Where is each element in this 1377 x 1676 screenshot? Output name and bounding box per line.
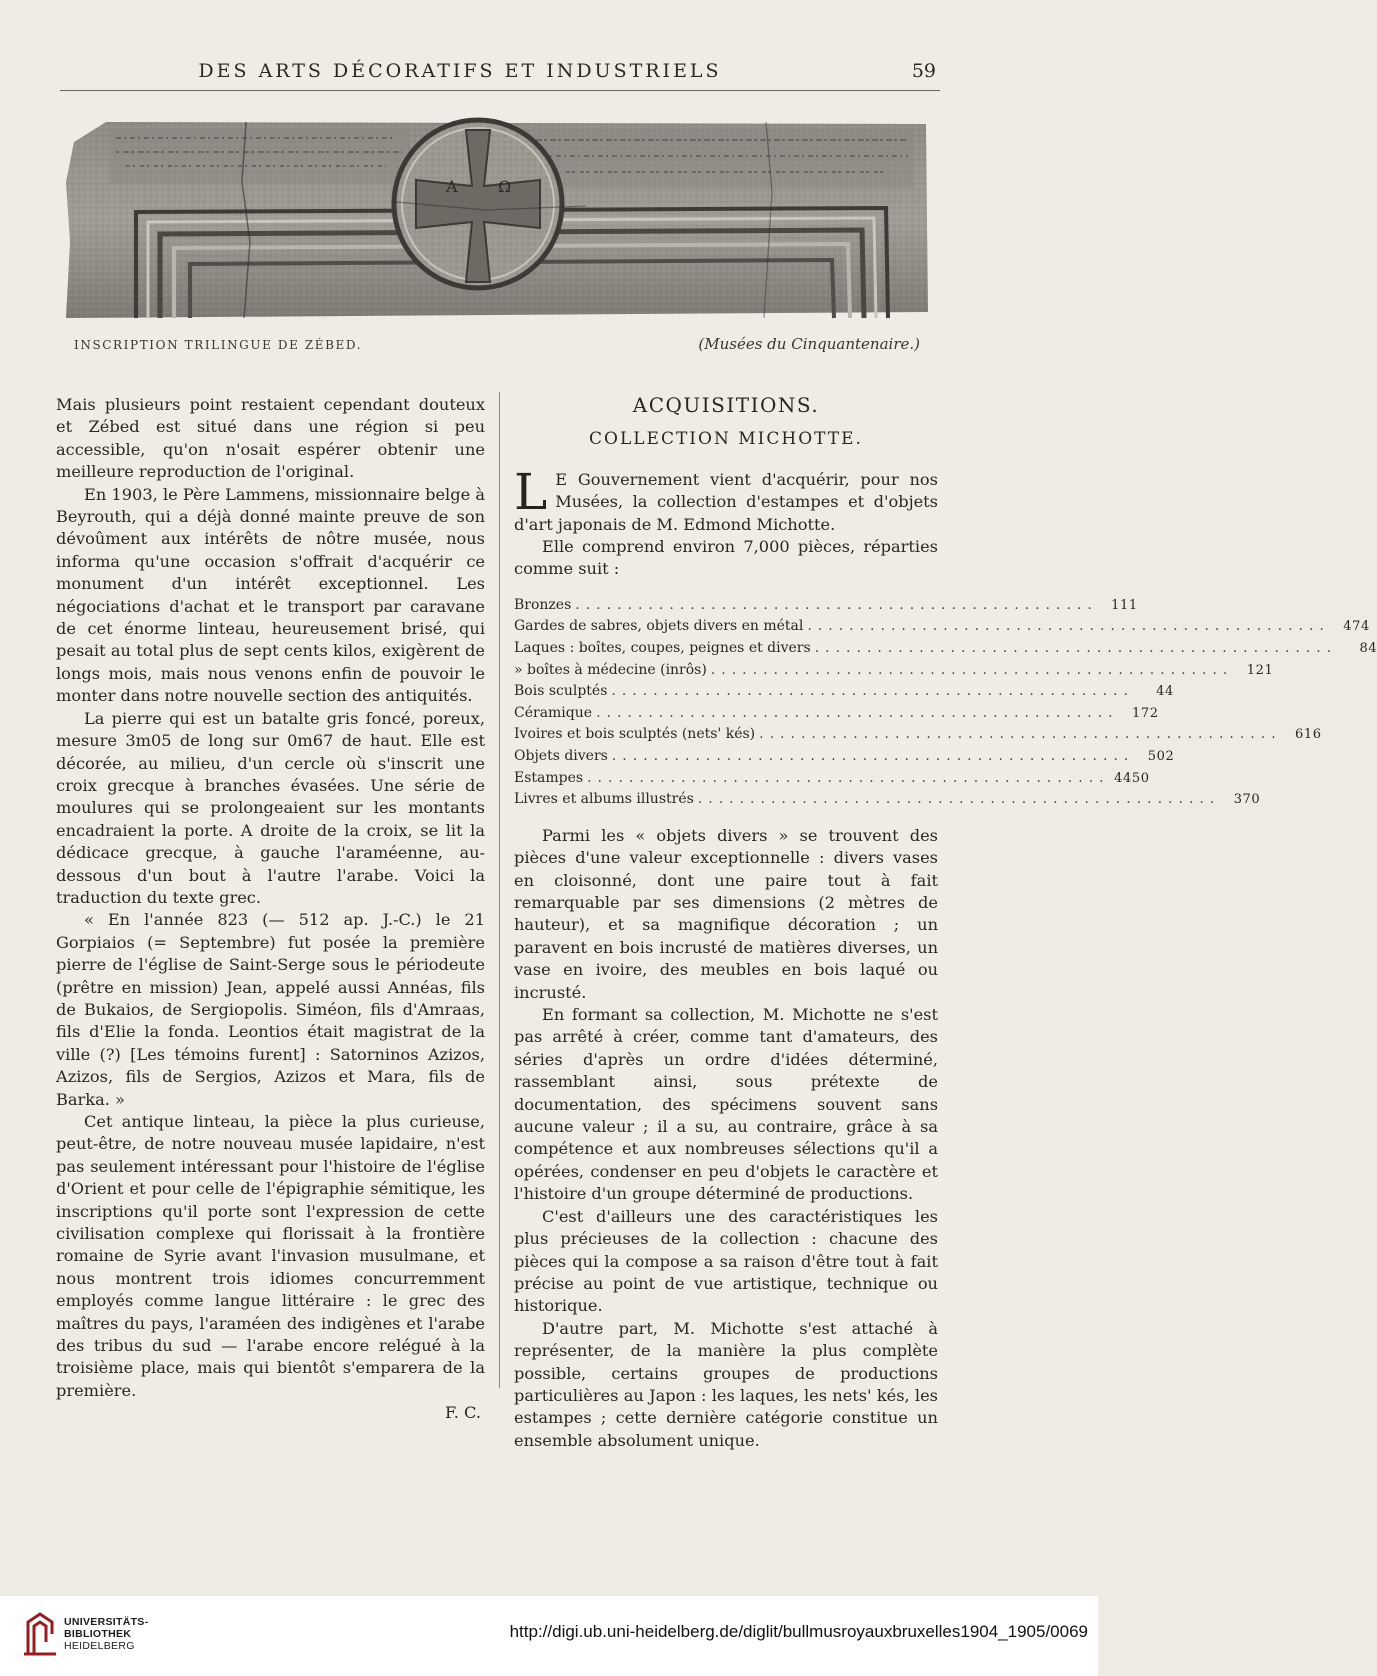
inventory-label: Bois sculptés (514, 683, 608, 700)
inventory-label: Estampes (514, 769, 584, 786)
paragraph: D'autre part, M. Michotte s'est attaché à représenter, de la manière la plus complète possible, certains groupes de productions particulières au Japon : les laques, les nets' kés, les estampes ; cette dernière catégorie constitue un ensemble absolument unique. (514, 1318, 938, 1450)
inventory-row: Bois sculptés .................................................. 44 (514, 681, 938, 703)
page-number: 59 (911, 60, 936, 82)
svg-text:Α: Α (446, 177, 458, 196)
inventory-row: Gardes de sabres, objets divers en métal .................................................. 474 (514, 616, 938, 638)
inventory-count: 4450 (1114, 770, 1150, 786)
inventory-label: Gardes de sabres, objets divers en métal (514, 618, 804, 635)
inventory-label: Livres et albums illustrés (514, 791, 694, 808)
inventory-count: 44 (1156, 684, 1174, 700)
running-head (60, 58, 940, 91)
figure-caption: INSCRIPTION TRILINGUE DE ZÉBED. (74, 338, 363, 352)
inventory-count: 121 (1246, 662, 1274, 678)
paragraph: La pierre qui est un batalte gris foncé, poreux, mesure 3m05 de long sur 0m67 de haut. Elle est décorée, au milieu, d'un cercle où s'inscrit une croix grecque à branches évasées. Une série de moulures qui se prolongeaient sur les montants encadraient la porte. A droite de la croix, se lit la dédicace grecque, à gauche l'araméenne, au-dessous d'un bout à l'autre l'arabe. Voici la traduction du texte grec. (56, 708, 485, 907)
lead-text: E Gouvernement vient d'acquérir, pour nos Musées, la collection d'estampes et d'objets d'art japonais de M. Edmond Michotte. (514, 469, 938, 534)
left-column (56, 394, 485, 1425)
paragraph: En 1903, le Père Lammens, missionnaire belge à Beyrouth, qui a déjà donné mainte preuve de son dévoûment aux intérêts de nôtre musée, nous informa qu'une occasion s'offrait d'acquérir ce monument d'un intérêt exceptionnel. Les négociations d'achat et le transport par caravane de cet énorme linteau, heureusement brisé, qui pesait au total plus de sept cents kilos, exigèrent de longs mois, mais nous venons enfin de pouvoir le monter dans notre nouvelle section des antiquités. (56, 484, 485, 706)
inventory-count: 370 (1233, 792, 1261, 808)
paragraph: Cet antique linteau, la pièce la plus curieuse, peut-être, de notre nouveau musée lapidaire, n'est pas seulement intéressant pour l'histoire de l'église d'Orient et pour celle de l'épigraphie sémitique, les inscriptions qu'il porte sont l'expression de cette civilisation complexe qui florissait à la frontière romaine de Syrie avant l'invasion musulmane, et nous montrent trois idiomes concurremment employés comme langue littéraire : le grec des maîtres du pays, l'araméen des indigènes et l'arabe des tribus du sud — l'arabe encore relégué à la troisième place, mais qui bientôt s'emparera de la première. (56, 1112, 485, 1400)
right-column (514, 393, 1377, 1452)
inventory-list (514, 595, 1377, 811)
inventory-row: Céramique .................................................. 172 (514, 703, 938, 725)
inventory-row: Livres et albums illustrés .................................................. 370 (514, 789, 938, 811)
ub-heidelberg-logo-icon (22, 1612, 58, 1656)
inventory-row: Objets divers .................................................. 502 (514, 746, 938, 768)
inventory-row: Laques : boîtes, coupes, peignes et divers .................................................. 84 (514, 638, 938, 660)
author-initials: F. C. (445, 1403, 481, 1423)
inventory-label: Céramique (514, 704, 593, 721)
inventory-count: 111 (1111, 597, 1138, 613)
inventory-label: Bronzes (514, 596, 572, 613)
inventory-label: Ivoires et bois sculptés (nets' kés) (514, 726, 756, 743)
inventory-count: 502 (1147, 749, 1175, 764)
lead-paragraph (514, 462, 938, 536)
digitization-footer (0, 1596, 1098, 1676)
inventory-count: 84 (1359, 641, 1377, 657)
source-url-link[interactable]: http://digi.ub.uni-heidelberg.de/diglit/bullmusroyauxbruxelles1904_1905/0069 (509, 1622, 1088, 1641)
inventory-label: » boîtes à médecine (inrôs) (514, 661, 707, 678)
paragraph: C'est d'ailleurs une des caractéristiques les plus précieuses de la collection : chacune des pièces qui la compose a sa raison d'être tout à fait précise au point de vue artistique, technique ou historique. (514, 1206, 938, 1316)
inventory-label: Objets divers (514, 748, 608, 764)
column-divider (499, 392, 500, 1388)
paragraph: Mais plusieurs point restaient cependant douteux et Zébed est situé dans une région si peu accessible, qu'on n'osait espérer obtenir une meilleure reproduction de l'original. (56, 395, 485, 482)
running-title: DES ARTS DÉCORATIFS ET INDUSTRIELS (198, 60, 722, 82)
lintel-photograph (66, 122, 928, 318)
inventory-row: Bronzes .................................................. 111 (514, 595, 938, 617)
quotation-paragraph: « En l'année 823 (— 512 ap. J.-C.) le 21 Gorpiaios (= Septembre) fut posée la première pierre de l'église de Saint-Serge sous le périodeute (prêtre en mission) Jean, appelé aussi Annéas, fils de Bukaios, de Sergiopolis. Siméon, fils d'Amraas, fils d'Elie la fonda. Leontios était magistrat de la ville (?) [Les témoins furent] : Satorninos Azizos, Azizos, fils de Sergios, Azizos et Mara, fils de Barka. » (56, 910, 485, 1109)
library-name: UNIVERSITÄTS- BIBLIOTHEK HEIDELBERG (64, 1616, 149, 1652)
paragraph: Parmi les « objets divers » se trouvent des pièces d'une valeur exceptionnelle : divers vases en cloisonné, dont une paire tout à fait remarquable par ses dimensions (2 mètres de hauteur), et sa magnifique décoration ; un paravent en bois incrusté de matières diverses, un vase en ivoire, des meubles en bois laqué ou incrusté. (514, 825, 938, 1002)
inventory-row: Estampes .................................................. 4450 (514, 768, 938, 790)
inventory-row: Ivoires et bois sculptés (nets' kés) .................................................. 616 (514, 724, 938, 746)
paragraph: Elle comprend environ 7,000 pièces, réparties comme suit : (514, 537, 938, 579)
inventory-count: 172 (1131, 705, 1159, 721)
inventory-count: 616 (1295, 727, 1322, 743)
drop-cap: L (514, 462, 548, 521)
signature-line (56, 1402, 485, 1424)
inventory-row: » boîtes à médecine (inrôs) .................................................. 121 (514, 660, 938, 682)
section-subtitle: COLLECTION MICHOTTE. (589, 429, 863, 450)
figure-credit: (Musées du Cinquantenaire.) (698, 335, 920, 353)
paragraph: En formant sa collection, M. Michotte ne s'est pas arrêté à créer, comme tant d'amateurs, des séries d'après un ordre d'idées déterminé, rassemblant ainsi, sous prétexte de documentation, des spécimens souvent sans aucune valeur ; il a su, au contraire, grâce à sa compétence et aux nombreuses sélections qu'il a opérées, condenser en peu d'objets le caractère et l'histoire d'un groupe déterminé de productions. (514, 1005, 938, 1204)
inventory-label: Laques : boîtes, coupes, peignes et divers (514, 640, 811, 657)
inventory-count: 474 (1343, 619, 1370, 635)
section-title: ACQUISITIONS. (632, 393, 820, 417)
svg-text:Ω: Ω (498, 177, 512, 196)
